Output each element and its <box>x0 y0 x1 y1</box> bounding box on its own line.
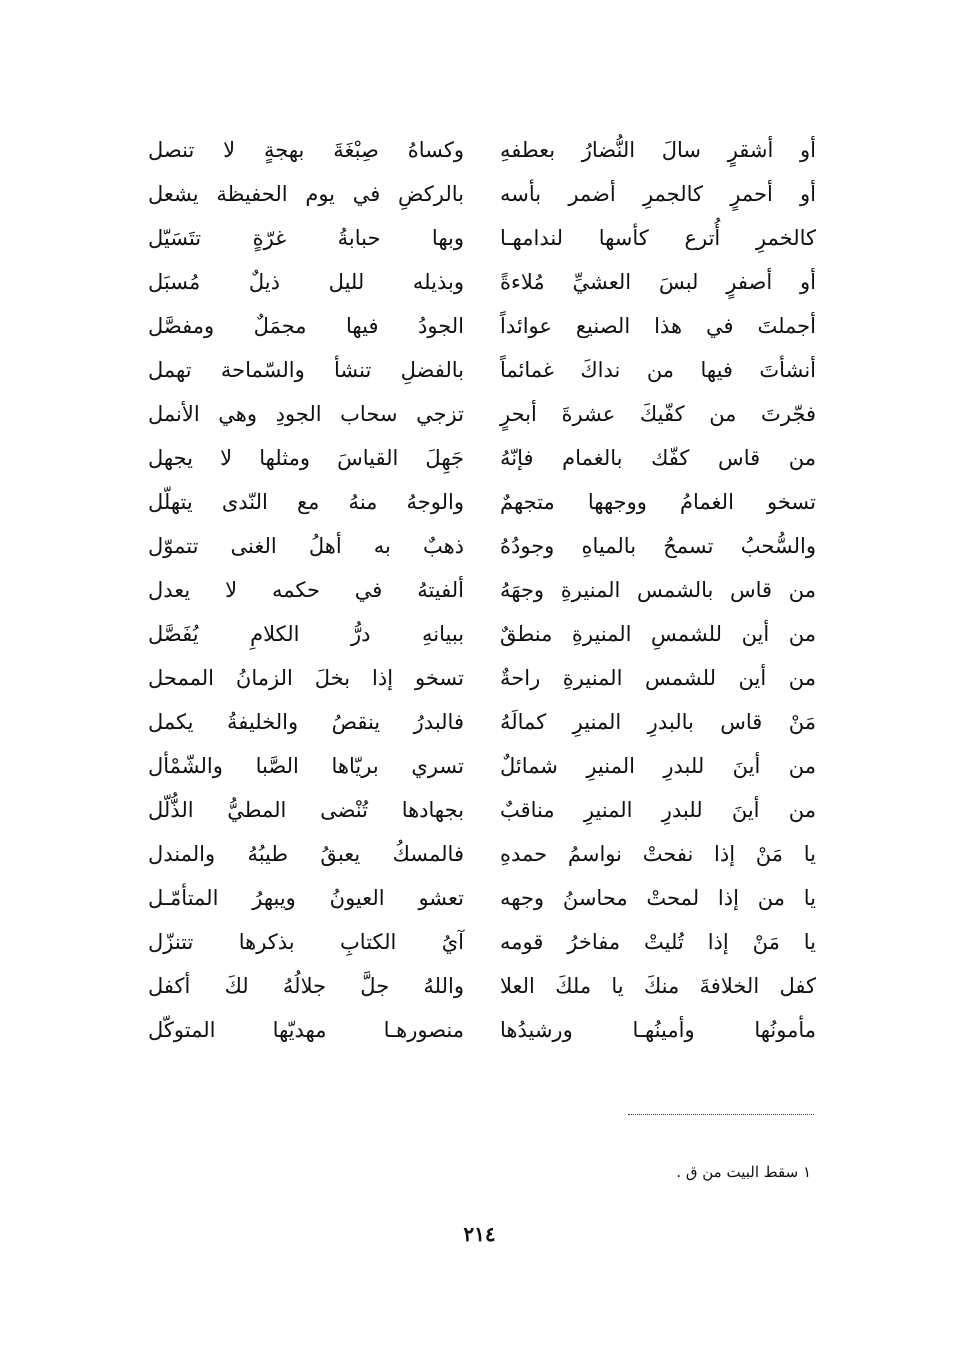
second-hemistich: ألفيتهُ في حكمه لا يعدل <box>148 578 464 602</box>
verse-line <box>148 128 816 172</box>
verse-line <box>148 920 816 964</box>
first-hemistich: من أينَ للبدرِ المنيرِ مناقبٌ <box>500 798 816 822</box>
second-hemistich: بجهادها تُنْضى المطيُّ الذُّلّل <box>148 798 464 822</box>
first-hemistich: من أين للشمس المنيرةِ راحةٌ <box>500 666 816 690</box>
second-hemistich: تزجي سحاب الجودِ وهي الأنمل <box>148 402 464 426</box>
verse-line <box>148 172 816 216</box>
verse-line <box>148 304 816 348</box>
second-hemistich: الجودُ فيها مجمَلٌ ومفصَّل <box>148 314 464 338</box>
second-hemistich: بالفضلِ تنشأ والسّماحة تهمل <box>148 358 464 382</box>
first-hemistich: أو أصفرٍ لبسَ العشيِّ مُلاءةً <box>500 270 816 294</box>
verse-line <box>148 656 816 700</box>
verse-line <box>148 348 816 392</box>
verse-line <box>148 744 816 788</box>
second-hemistich: آيُ الكتابِ بذكرها تتنزّل <box>148 930 464 954</box>
second-hemistich: بالركضِ في يوم الحفيظة يشعل <box>148 182 464 206</box>
first-hemistich: كالخمرِ أُترع كأسها لندامهـا <box>500 226 816 250</box>
footnote: ١ سقط البيت من ق . <box>676 1163 811 1181</box>
first-hemistich: أنشأتَ فيها من نداكَ غمائماً <box>500 358 816 382</box>
first-hemistich: مأمونُها وأمينُهـا ورشيدُها <box>500 1018 816 1042</box>
second-hemistich: تسري بريّاها الصَّبا والشّمْأل <box>148 754 464 778</box>
first-hemistich: أو أحمرٍ كالجمرِ أضمر بأسه <box>500 182 816 206</box>
second-hemistich: فالمسكُ يعبقُ طيبُهُ والمندل <box>148 842 464 866</box>
first-hemistich: يا من إذا لمحتْ محاسنُ وجهه <box>500 886 816 910</box>
verse-line <box>148 568 816 612</box>
second-hemistich: واللهُ جلَّ جلالُهُ لكَ أكفل <box>148 974 464 998</box>
verse-line <box>148 260 816 304</box>
second-hemistich: ببيانهِ درُّ الكلامِ يُفَصَّل <box>148 622 464 646</box>
footnote-divider <box>628 1114 814 1115</box>
first-hemistich: من أين للشمسِ المنيرةِ منطقٌ <box>500 622 816 646</box>
verse-line <box>148 436 816 480</box>
verse-line <box>148 480 816 524</box>
verse-line <box>148 964 816 1008</box>
second-hemistich: وكساهُ صِبْغَةَ بهجةٍ لا تنصل <box>148 138 464 162</box>
second-hemistich: وبها حبابةُ غرّةٍ تتَسَيّل <box>148 226 464 250</box>
first-hemistich: يا مَنْ إذا نفحتْ نواسمُ حمدهِ <box>500 842 816 866</box>
first-hemistich: من قاس كفّك بالغمام فإنّهُ <box>500 446 816 470</box>
verse-line <box>148 1008 816 1052</box>
first-hemistich: كفل الخلافةَ منكَ يا ملكَ العلا <box>500 974 816 998</box>
verse-line <box>148 392 816 436</box>
second-hemistich: والوجهُ منهُ مع النّدى يتهلّل <box>148 490 464 514</box>
second-hemistich: ذهبٌ به أهلُ الغنى تتموّل <box>148 534 464 558</box>
poem-body <box>148 128 816 1052</box>
verse-line <box>148 832 816 876</box>
first-hemistich: يا مَنْ إذا تُليتْ مفاخرُ قومه <box>500 930 816 954</box>
verse-line <box>148 876 816 920</box>
first-hemistich: أجملتَ في هذا الصنيع عوائداً <box>500 314 816 338</box>
verse-line <box>148 524 816 568</box>
first-hemistich: من قاس بالشمس المنيرةِ وجهَهُ <box>500 578 816 602</box>
first-hemistich: مَنْ قاس بالبدرِ المنيرِ كمالَهُ <box>500 710 816 734</box>
first-hemistich: أو أشقرٍ سالَ النُّضارُ بعطفهِ <box>500 138 816 162</box>
second-hemistich: فالبدرُ ينقصُ والخليفةُ يكمل <box>148 710 464 734</box>
first-hemistich: من أينَ للبدرِ المنيرِ شمائلٌ <box>500 754 816 778</box>
first-hemistich: فجّرتَ من كفّيكَ عشرةَ أبحرٍ <box>500 402 816 426</box>
first-hemistich: والسُّحبُ تسمحُ بالمياهِ وجودُهُ <box>500 534 816 558</box>
second-hemistich: تسخو إذا بخلَ الزمانُ الممحل <box>148 666 464 690</box>
verse-line <box>148 788 816 832</box>
first-hemistich: تسخو الغمامُ ووجهها متجهمٌ <box>500 490 816 514</box>
page-number: ٢١٤ <box>463 1222 496 1246</box>
verse-line <box>148 612 816 656</box>
verse-line <box>148 700 816 744</box>
second-hemistich: تعشو العيونُ ويبهرُ المتأمّـل <box>148 886 464 910</box>
second-hemistich: جَهِلَ القياسَ ومثلها لا يجهل <box>148 446 464 470</box>
second-hemistich: منصورهـا مهديّها المتوكّل <box>148 1018 464 1042</box>
second-hemistich: وبذيله لليل ذيلٌ مُسبَل <box>148 270 464 294</box>
verse-line <box>148 216 816 260</box>
